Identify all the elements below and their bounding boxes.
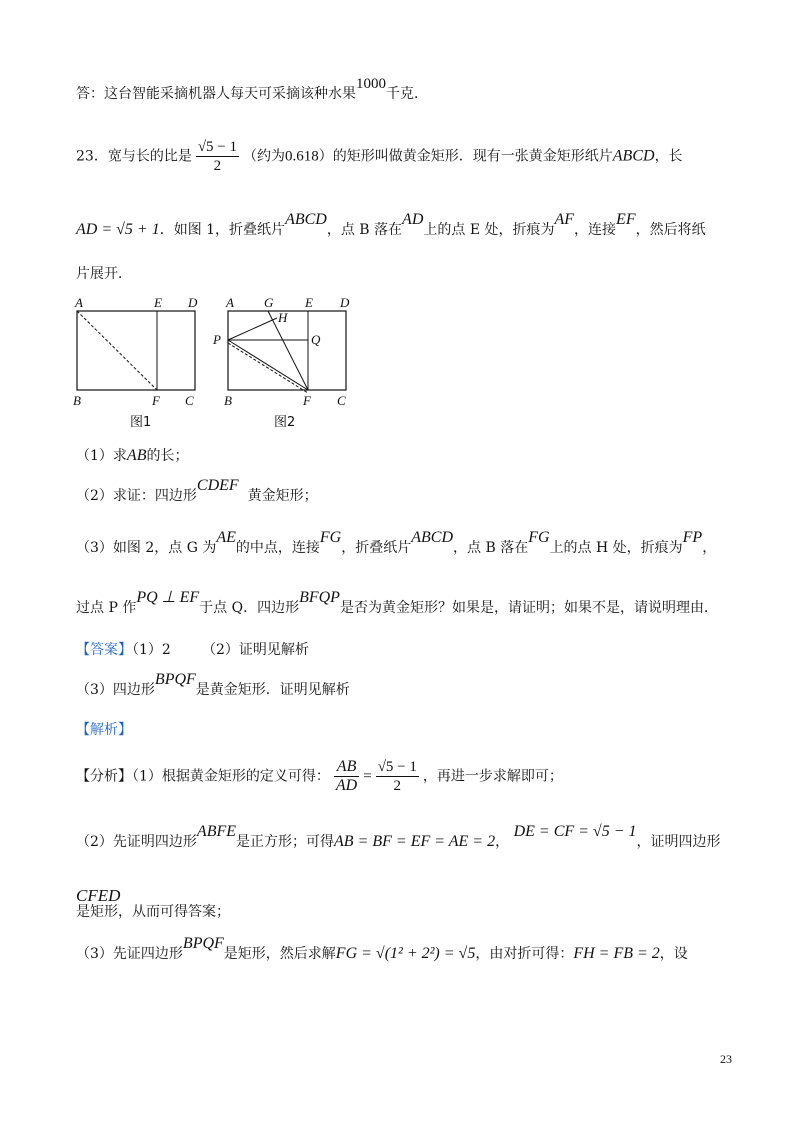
fig2-label-d: D [340,295,350,310]
question-23-line-2: AD = √5 + 1．如图 1，折叠纸片ABCD，点 B 落在AD上的点 E 处，折痕为AF，连接EF，然后将纸 [76,211,706,238]
fig2-label-e: E [305,295,313,310]
answer-block: 【答案】（1）2 （2）证明见解析 [76,642,309,658]
fig1-label-f: F [152,393,160,408]
fig2-dashed-pf [228,343,308,393]
fig2-label-a: A [226,295,234,310]
analysis-line-3: CFED [76,886,121,905]
fig1-label-e: E [154,295,162,310]
analysis-tag: 【解析】 [76,722,132,738]
fig2-segment-fg [268,311,308,390]
fig2-label-g: G [264,295,274,310]
fig2-label-q: Q [311,332,321,347]
fig2-label-p: P [213,332,221,347]
fig2-label-b: B [224,393,232,408]
sub-question-3-line-1: （3）如图 2，点 G 为AE的中点，连接FG，折叠纸片ABCD，点 B 落在FG上的点 H 处，折痕为FP， [76,529,717,556]
analysis-line-2: （2）先证明四边形ABFE是正方形；可得AB = BF = EF = AE = 2， DE = CF = √5 − 1，证明四边形 [76,823,721,850]
page-number: 23 [720,1052,732,1066]
fig1-crease-af [77,311,157,390]
analysis-line-4: （3）先证四边形BPQF是矩形，然后求解FG = √(1² + 2²) = √5，由对折可得：FH = FB = 2，设 [76,935,688,962]
sub-question-2: （2）求证：四边形CDEF 黄金矩形； [76,477,318,504]
sub-question-1: （1）求AB的长； [76,447,189,464]
question-23-line-3: 片展开． [76,266,132,282]
golden-ratio-fraction-2: $\frac{√5 - 1}{2}$ [377,759,417,794]
sub-question-3-line-2: 过点 P 作PQ ⊥ EF于点 Q．四边形BFQP是否为黄金矩形？如果是，请证明；如果不是，请说明理由． [76,589,718,616]
analysis-line-3b: 是矩形，从而可得答案； [76,904,230,920]
fig1-label-b: B [73,393,81,408]
fig2-label-c: C [337,393,346,408]
analysis-line-1: 【分析】（1）根据黄金矩形的定义可得： $\frac{AB}{AD}$ = $\frac{√5 - 1}{2}$ ，再进一步求解即可； [76,758,563,794]
fig2-label-h: H [278,310,288,325]
golden-ratio-fraction: $\frac{√5 - 1}{2}$ [197,139,238,174]
fig1-rectangle-abcd [77,311,195,390]
question-23-line-1: 23．宽与长的比是 $\frac{√5 - 1}{2}$ （约为0.618）的矩形叫做黄金矩形．现有一张黄金矩形纸片ABCD，长 [76,139,683,174]
answer-part-3: （3）四边形BPQF是黄金矩形．证明见解析 [76,671,350,698]
fig1-label-a: A [75,295,83,310]
fig2-caption: 图2 [274,415,296,430]
fig2-segment-ph [228,318,277,340]
fig1-label-d: D [188,295,198,310]
geometry-figure [66,292,366,442]
analysis-tag-line [76,720,132,740]
answer-tag: 【答案】 [76,642,132,658]
fig1-caption: 图1 [130,415,152,430]
fig1-label-c: C [185,393,194,408]
ab-over-ad-fraction: $\frac{AB}{AD}$ [335,758,358,794]
answer-line-22: 答：这台智能采摘机器人每天可采摘该种水果1000千克． [76,76,428,102]
fig2-crease-fp [228,340,308,390]
fig2-label-f: F [303,393,311,408]
